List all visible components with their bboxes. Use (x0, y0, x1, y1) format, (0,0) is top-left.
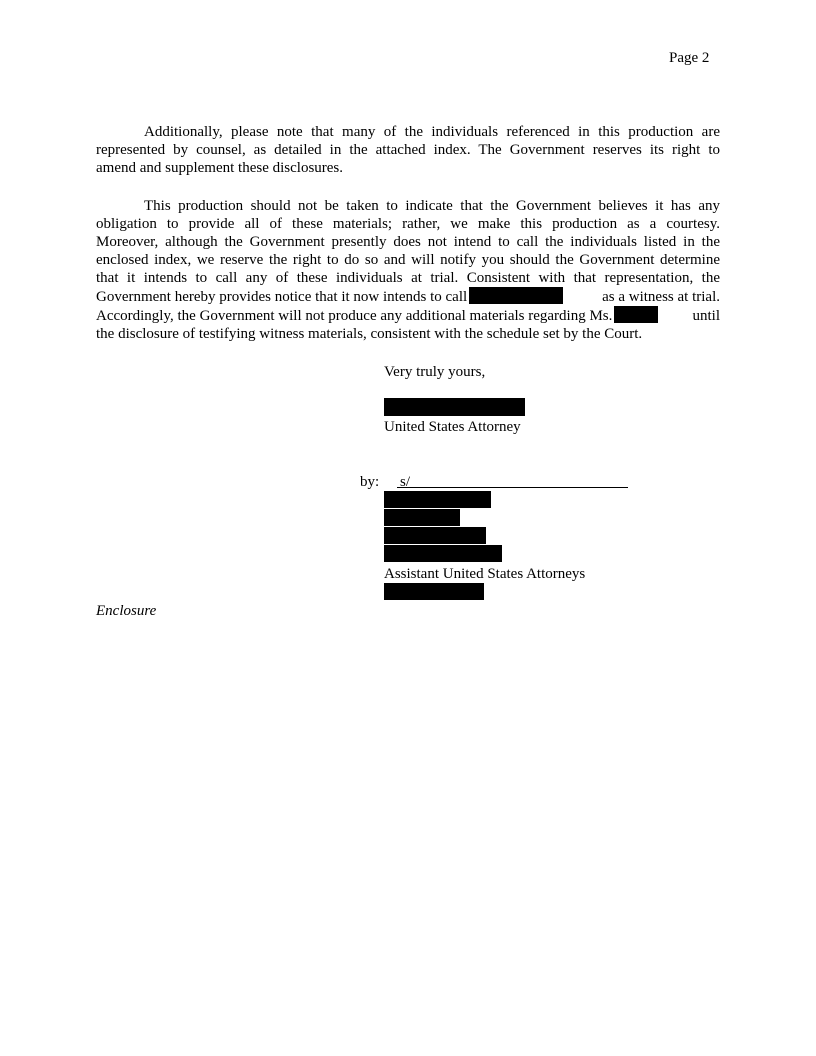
paragraph-production (96, 197, 720, 343)
signature-line (397, 487, 628, 488)
closing: Very truly yours, (384, 364, 486, 380)
text-fragment: until (692, 307, 720, 324)
text-line: amend and supplement these disclosures. (96, 160, 344, 176)
text-line: obligation to provide all of these materials; rather, we make this production as a courtesy. (96, 216, 720, 232)
redacted-contact (384, 583, 484, 600)
by-label: by: (360, 474, 380, 490)
redacted-signer-2 (384, 509, 460, 526)
text-line: enclosed index, we reserve the right to do so and will notify you should the Government determine (96, 252, 720, 268)
text-line: that it intends to call any of these individuals at trial. Consistent with that representation, the (96, 270, 720, 286)
text-fragment: Government hereby provides notice that it now intends to call (96, 289, 468, 305)
page-number: Page 2 (669, 50, 710, 66)
attorneys-title: Assistant United States Attorneys (384, 566, 586, 582)
signature-mark: s/ (400, 474, 411, 490)
enclosure-label: Enclosure (96, 603, 157, 619)
text-line: This production should not be taken to indicate that the Government believes it has any (144, 198, 720, 214)
text-fragment: as a witness at trial. (602, 288, 720, 305)
paragraph-counsel (96, 123, 720, 177)
text-line: Additionally, please note that many of the individuals referenced in this production are (144, 124, 720, 140)
redaction-block (469, 287, 563, 304)
text-line: the disclosure of testifying witness materials, consistent with the schedule set by the Court. (96, 326, 643, 342)
redacted-signer-1 (384, 491, 491, 508)
text-line-witness (96, 287, 720, 306)
redacted-attorney-name (384, 398, 525, 416)
redacted-signer-3 (384, 527, 486, 544)
text-line: represented by counsel, as detailed in the attached index. The Government reserves its right to (96, 142, 720, 158)
text-fragment: Accordingly, the Government will not produce any additional materials regarding Ms. (96, 308, 613, 324)
redacted-signer-4 (384, 545, 502, 562)
office-title: United States Attorney (384, 419, 521, 435)
text-line: Moreover, although the Government presently does not intend to call the individuals listed in the (96, 234, 720, 250)
text-line-ms (96, 306, 720, 325)
redaction-block (614, 306, 658, 323)
